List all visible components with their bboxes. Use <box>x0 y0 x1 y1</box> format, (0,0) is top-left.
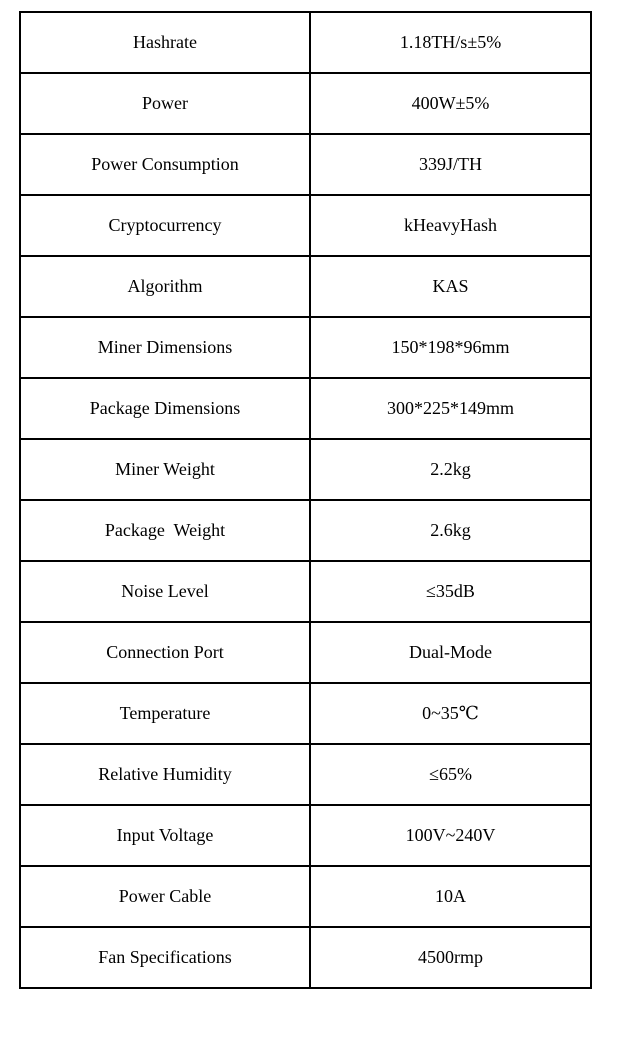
spec-label: Power Consumption <box>20 134 310 195</box>
spec-value: 0~35℃ <box>310 683 591 744</box>
spec-value: kHeavyHash <box>310 195 591 256</box>
spec-value: 10A <box>310 866 591 927</box>
spec-label: Package Dimensions <box>20 378 310 439</box>
spec-value: Dual-Mode <box>310 622 591 683</box>
table-row <box>20 561 591 622</box>
spec-value: 100V~240V <box>310 805 591 866</box>
spec-label: Power Cable <box>20 866 310 927</box>
table-row <box>20 317 591 378</box>
spec-value: 300*225*149mm <box>310 378 591 439</box>
spec-value: 400W±5% <box>310 73 591 134</box>
spec-label: Package Weight <box>20 500 310 561</box>
spec-label: Temperature <box>20 683 310 744</box>
spec-table <box>19 11 592 989</box>
spec-value: 2.6kg <box>310 500 591 561</box>
spec-value: ≤65% <box>310 744 591 805</box>
spec-label: Input Voltage <box>20 805 310 866</box>
spec-label: Fan Specifications <box>20 927 310 988</box>
table-row <box>20 622 591 683</box>
spec-value: 339J/TH <box>310 134 591 195</box>
spec-label: Hashrate <box>20 12 310 73</box>
table-row <box>20 73 591 134</box>
spec-label: Miner Weight <box>20 439 310 500</box>
table-row <box>20 378 591 439</box>
spec-value: 1.18TH/s±5% <box>310 12 591 73</box>
spec-value: 150*198*96mm <box>310 317 591 378</box>
spec-label: Power <box>20 73 310 134</box>
table-row <box>20 866 591 927</box>
spec-value: KAS <box>310 256 591 317</box>
table-row <box>20 683 591 744</box>
table-row <box>20 256 591 317</box>
table-row <box>20 195 591 256</box>
spec-value: 2.2kg <box>310 439 591 500</box>
spec-value: 4500rmp <box>310 927 591 988</box>
spec-label: Relative Humidity <box>20 744 310 805</box>
spec-label: Algorithm <box>20 256 310 317</box>
spec-value: ≤35dB <box>310 561 591 622</box>
spec-label: Cryptocurrency <box>20 195 310 256</box>
table-row <box>20 805 591 866</box>
table-row <box>20 439 591 500</box>
table-row <box>20 12 591 73</box>
spec-label: Miner Dimensions <box>20 317 310 378</box>
table-row <box>20 134 591 195</box>
table-row <box>20 927 591 988</box>
table-row <box>20 500 591 561</box>
table-row <box>20 744 591 805</box>
spec-label: Noise Level <box>20 561 310 622</box>
spec-label: Connection Port <box>20 622 310 683</box>
